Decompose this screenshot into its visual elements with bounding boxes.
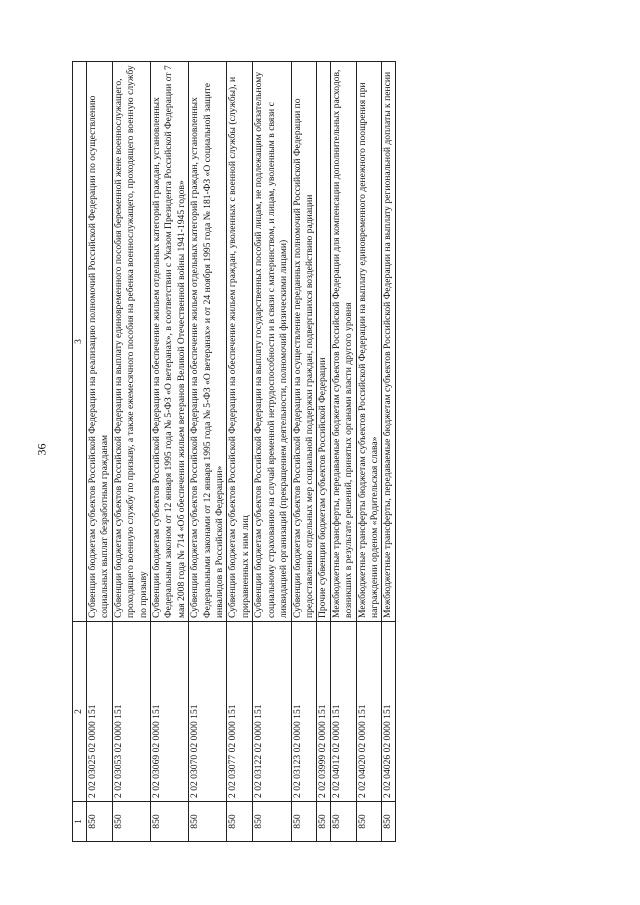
table-row: [330, 62, 356, 842]
admin-code-cell: 850: [382, 802, 395, 842]
admin-code-cell: 850: [227, 802, 253, 842]
table-row: [382, 62, 395, 842]
table-row: [189, 62, 227, 842]
budget-code-cell: 2 02 03999 02 0000 151: [317, 622, 330, 802]
description-cell: Субвенции бюджетам субъектов Российской Федерации на обеспечение жильем граждан, уволенных с военной службы (службы), и приравненных к ним лиц: [227, 62, 253, 622]
admin-code-cell: 850: [112, 802, 150, 842]
admin-code-cell: 850: [291, 802, 317, 842]
budget-code-cell: 2 02 04026 02 0000 151: [382, 622, 395, 802]
budget-code-cell: 2 02 03025 02 0000 151: [87, 622, 113, 802]
description-cell: Межбюджетные трансферты, передаваемые бюджетам субъектов Российской Федерации на выплату региональной доплаты к пенсии: [382, 62, 395, 622]
header-col-2: 2: [73, 622, 87, 802]
admin-code-cell: 850: [317, 802, 330, 842]
admin-code-cell: 850: [87, 802, 113, 842]
admin-code-cell: 850: [189, 802, 227, 842]
description-cell: Субвенции бюджетам субъектов Российской Федерации на обеспечение жильем отдельных категорий граждан, установленных Федеральным законом от 12 января 1995 года № 5-ФЗ «О ветеранах», в соответствии с Указом Президента Российской Федерации от 7 мая 2008 года № 714 «Об обеспечении жильем ветеранов Великой Отечественной войны 1941-1945 годов»: [151, 62, 189, 622]
description-cell: Субвенции бюджетам субъектов Российской Федерации на осуществление переданных полномочий Российской Федерации по предоставлению отдельных мер социальной поддержки граждан, подвергшихся воздействию радиации: [291, 62, 317, 622]
admin-code-cell: 850: [253, 802, 291, 842]
budget-code-cell: 2 02 03070 02 0000 151: [189, 622, 227, 802]
table-row: [151, 62, 189, 842]
description-cell: Субвенции бюджетам субъектов Российской Федерации на выплату единовременного пособия беременной жене военнослужащего, проходящего военную службу по призыву, а также ежемесячного пособия на ребенка военнослужащего, проходящего военную службу по призыву: [112, 62, 150, 622]
rotated-table-container: [72, 62, 544, 842]
table-row: [227, 62, 253, 842]
budget-code-cell: 2 02 03122 02 0000 151: [253, 622, 291, 802]
table-header-row: [73, 62, 87, 842]
header-col-3: 3: [73, 62, 87, 622]
description-cell: Межбюджетные трансферты, передаваемые бюджетам субъектов Российской Федерации для компенсации дополнительных расходов, возникших в результате решений, принятых органами власти другого уровня: [330, 62, 356, 622]
table-row: [356, 62, 382, 842]
admin-code-cell: 850: [151, 802, 189, 842]
description-cell: Межбюджетные трансферты бюджетам субъектов Российской Федерации на выплату единовременного денежного поощрения при награждении орденом «Родительская слава»: [356, 62, 382, 622]
admin-code-cell: 850: [330, 802, 356, 842]
description-cell: Прочие субвенции бюджетам субъектов Российской Федерации: [317, 62, 330, 622]
table-row: [291, 62, 317, 842]
table-row: [87, 62, 113, 842]
table-row: [317, 62, 330, 842]
budget-code-cell: 2 02 03069 02 0000 151: [151, 622, 189, 802]
budget-code-cell: 2 02 03077 02 0000 151: [227, 622, 253, 802]
header-col-1: 1: [73, 802, 87, 842]
description-cell: Субвенции бюджетам субъектов Российской Федерации на выплату государственных пособий лицам, не подлежащим обязательному социальному страхованию на случай временной нетрудоспособности и в связи с материнством, и лицам, уволенным в связи с ликвидацией организаций (прекращением деятельности, полномочий физическими лицами): [253, 62, 291, 622]
description-cell: Субвенции бюджетам субъектов Российской Федерации на реализацию полномочий Российской Федерации по осуществлению социальных выплат безработным гражданам: [87, 62, 113, 622]
description-cell: Субвенции бюджетам субъектов Российской Федерации на обеспечение жильем отдельных категорий граждан, установленных Федеральными законами от 12 января 1995 года № 5-ФЗ «О ветеранах» и от 24 ноября 1995 года № 181-ФЗ «О социальной защите инвалидов в Российской Федерации»: [189, 62, 227, 622]
admin-code-cell: 850: [356, 802, 382, 842]
page-number: 36: [34, 443, 49, 456]
budget-codes-table: [72, 61, 396, 842]
budget-code-cell: 2 02 04012 02 0000 151: [330, 622, 356, 802]
table-row: [253, 62, 291, 842]
budget-code-cell: 2 02 03053 02 0000 151: [112, 622, 150, 802]
budget-code-cell: 2 02 04020 02 0000 151: [356, 622, 382, 802]
budget-code-cell: 2 02 03123 02 0000 151: [291, 622, 317, 802]
table-row: [112, 62, 150, 842]
